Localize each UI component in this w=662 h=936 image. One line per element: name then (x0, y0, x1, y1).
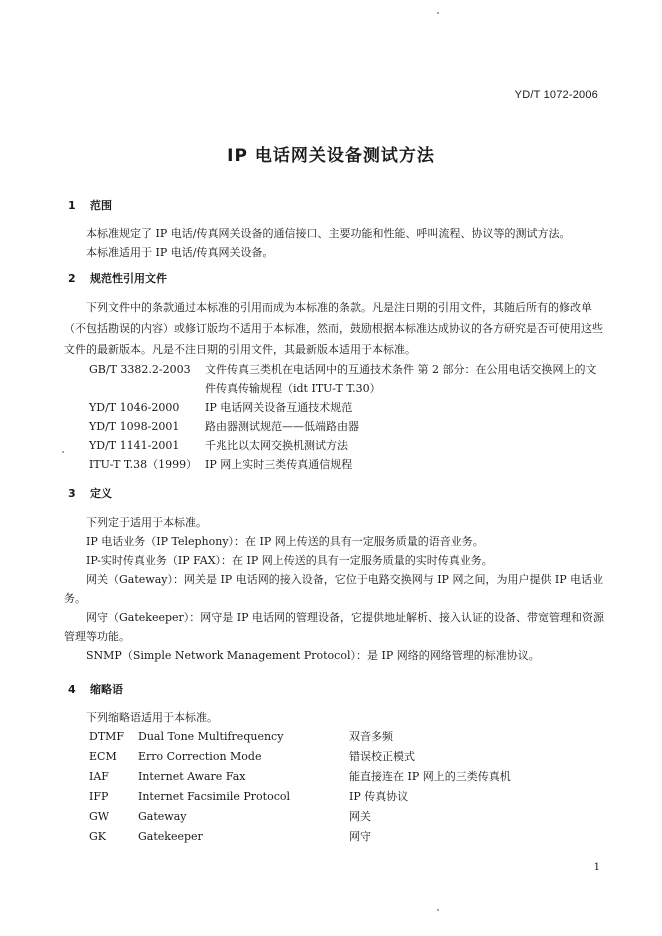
abbreviation: IFP (89, 790, 109, 803)
reference-title: 文件传真三类机在电话网中的互通技术条件 第 2 部分：在公用电话交换网上的文件传真传输规程（idt ITU-T T.30） (205, 363, 597, 395)
section-heading (64, 681, 604, 699)
abbreviation-english: Gateway (138, 810, 187, 823)
reference-code: GB/T 3382.2-2003 (89, 363, 191, 376)
section-title: 定义 (90, 487, 112, 500)
page-number: 1 (593, 862, 600, 873)
abbreviation-row (64, 807, 604, 827)
paragraph: 下列缩略语适用于本标准。 (86, 711, 218, 724)
reference-code: ITU-T T.38（1999） (89, 458, 198, 471)
scan-speck (437, 12, 439, 14)
reference-code: YD/T 1098-2001 (89, 420, 180, 433)
reference-title: 路由器测试规范——低端路由器 (205, 420, 359, 433)
abbreviation-row (64, 767, 604, 787)
standard-code: YD/T 1072-2006 (514, 89, 598, 101)
abbreviation: ECM (89, 750, 117, 763)
section-title: 范围 (90, 199, 112, 212)
reference-title: IP 网上实时三类传真通信规程 (205, 458, 353, 471)
section-definitions (64, 485, 604, 665)
reference-title: 千兆比以太网交换机测试方法 (205, 439, 348, 452)
paragraph: 下列定于适用于本标准。 (86, 516, 207, 529)
section-heading (64, 270, 604, 288)
scan-speck (62, 451, 64, 453)
section-number: 1 (68, 199, 76, 212)
abbreviation: GK (89, 830, 107, 843)
paragraph: 下列文件中的条款通过本标准的引用而成为本标准的条款。凡是注日期的引用文件，其随后所有的修改单（不包括勘误的内容）或修订版均不适用于本标准，然而，鼓励根据本标准达成协议的各方研究是否可使用这些文件的最新版本。凡是不注日期的引用文件，其最新版本适用于本标准。 (64, 301, 603, 356)
abbreviation-english: Internet Aware Fax (138, 770, 246, 783)
paragraph: 本标准适用于 IP 电话/传真网关设备。 (86, 246, 274, 259)
abbreviation-row (64, 727, 604, 747)
definition-gateway: 网关（Gateway）：网关是 IP 电话网的接入设备，它位于电路交换网与 IP 网之间，为用户提供 IP 电话业务。 (64, 573, 604, 605)
section-abbreviations (64, 681, 604, 847)
definition-ip-fax: IP-实时传真业务（IP FAX）：在 IP 网上传送的具有一定服务质量的实时传真业务。 (86, 554, 493, 567)
abbreviation-chinese: IP 传真协议 (349, 790, 409, 803)
abbreviation-row (64, 747, 604, 767)
section-number: 2 (68, 272, 76, 285)
abbreviation: IAF (89, 770, 109, 783)
abbreviation-english: Gatekeeper (138, 830, 203, 843)
abbreviation-english: Erro Correction Mode (138, 750, 262, 763)
reference-title: IP 电话网关设备互通技术规范 (205, 401, 353, 414)
abbreviation-english: Internet Facsimile Protocol (138, 790, 290, 803)
section-normative-references (64, 270, 604, 474)
definition-telephony: IP 电话业务（IP Telephony）：在 IP 网上传送的具有一定服务质量的语音业务。 (86, 535, 484, 548)
section-heading (64, 485, 604, 503)
abbreviation-chinese: 网守 (349, 830, 371, 843)
definition-snmp: SNMP（Simple Network Management Protocol）：是 IP 网络的网络管理的标准协议。 (86, 649, 540, 662)
abbreviation: GW (89, 810, 110, 823)
abbreviation-chinese: 双音多频 (349, 730, 393, 743)
scan-speck (437, 909, 439, 911)
section-title: 缩略语 (90, 683, 123, 696)
document-title: IP 电话网关设备测试方法 (227, 146, 435, 166)
abbreviation-row (64, 827, 604, 847)
reference-row (64, 455, 604, 474)
definition-gatekeeper: 网守（Gatekeeper）：网守是 IP 电话网的管理设备，它提供地址解析、接入认证的设备、带宽管理和资源管理等功能。 (64, 611, 605, 643)
reference-row (64, 436, 604, 455)
reference-row (64, 417, 604, 436)
abbreviation-chinese: 错误校正模式 (349, 750, 415, 763)
reference-code: YD/T 1141-2001 (89, 439, 180, 452)
section-title: 规范性引用文件 (90, 272, 167, 285)
section-number: 4 (68, 683, 76, 696)
section-heading (64, 197, 604, 215)
reference-row (64, 398, 604, 417)
abbreviation-row (64, 787, 604, 807)
reference-row (64, 360, 604, 398)
section-number: 3 (68, 487, 76, 500)
paragraph: 本标准规定了 IP 电话/传真网关设备的通信接口、主要功能和性能、呼叫流程、协议等的测试方法。 (86, 227, 571, 240)
abbreviation: DTMF (89, 730, 125, 743)
abbreviation-chinese: 网关 (349, 810, 371, 823)
reference-code: YD/T 1046-2000 (89, 401, 180, 414)
abbreviation-english: Dual Tone Multifrequency (138, 730, 284, 743)
abbreviation-chinese: 能直接连在 IP 网上的三类传真机 (349, 770, 511, 783)
section-scope (64, 197, 604, 262)
